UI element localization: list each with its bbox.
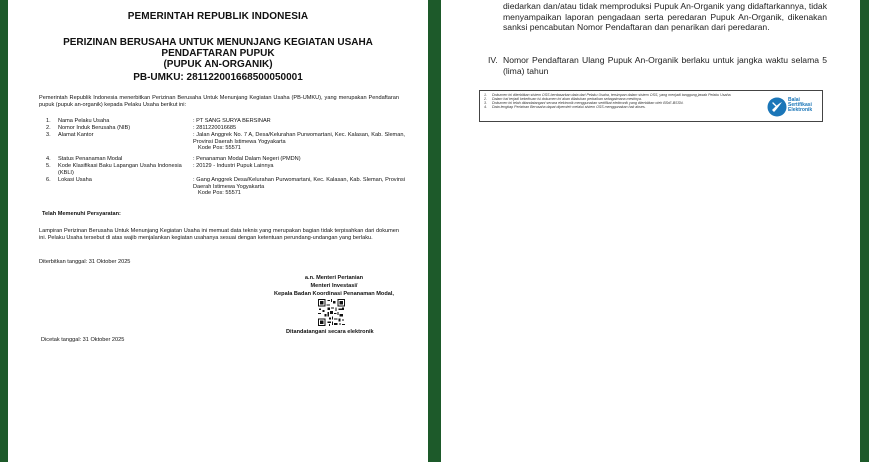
footnote-text: Dokumen ini telah ditandatangani secara elektronik menggunakan sertifikat elektronik yang diterbitkan oleh BSrE-BSSN.: [492, 101, 684, 106]
item-number: 5.: [46, 163, 51, 169]
footnote-text: Dalam hal terjadi kekeliruan isi dokumen ini akan dilakukan perbaikan sebagaimana mestinya.: [492, 97, 642, 102]
item-value: : 2811220016685: [193, 125, 237, 131]
signatory-line-3: Kepala Badan Koordinasi Penanaman Modal,: [274, 291, 394, 297]
item-number: IV.: [488, 55, 498, 65]
validity-paragraph: Nomor Pendaftaran Ulang Pupuk An-Organik berlaku untuk jangka waktu selama 5 (lima) tahun: [503, 55, 827, 76]
list-item: [46, 156, 406, 163]
government-title: PEMERINTAH REPUBLIK INDONESIA: [127, 11, 309, 22]
business-location: : Gang Anggrek Desa/Kelurahan Purwomartani, Kec. Kalasan, Kab. Sleman, Provinsi Daerah Istimewa Yogyakarta: [193, 177, 405, 190]
item-number: 1.: [46, 118, 51, 124]
list-item: [46, 132, 406, 156]
requirements-title: Telah Memenuhi Persyaratan:: [42, 211, 121, 217]
business-details-list: [46, 118, 406, 201]
footer-disclaimer-box: [479, 90, 823, 122]
item-label: Lokasi Usaha: [58, 177, 92, 183]
item-value: [193, 177, 405, 197]
footnote-text: Dokumen ini diterbitkan sistem OSS berdasarkan data dari Pelaku Usaha, tersimpan dalam sistem OSS, yang menjadi tanggung jawab Pelaku Usaha.: [492, 93, 732, 97]
office-postal-code: Kode Pos: 55571: [198, 145, 241, 152]
footnote-number: 2.: [484, 97, 487, 102]
footnote-number: 1.: [484, 93, 487, 97]
document-title: [8, 37, 428, 70]
item-number: 2.: [46, 125, 51, 131]
item-label: Alamat Kantor: [58, 132, 94, 138]
item-value: : Penanaman Modal Dalam Negeri (PMDN): [193, 156, 301, 162]
footnote-number: 4.: [484, 105, 487, 110]
footnote-list: [484, 93, 759, 109]
list-item: [46, 177, 406, 201]
item-value: [193, 132, 405, 152]
bsre-label: [788, 98, 822, 114]
document-title-line-3: (PUPUK AN-ORGANIK): [163, 59, 273, 70]
bsre-logo-icon: [767, 97, 787, 117]
lampiran-paragraph: Lampiran Perizinan Berusaha Untuk Menunjang Kegiatan Usaha ini memuat data teknis yang merupakan bagian tidak terpisahkan dari dokumen ini. Pelaku Usaha tersebut di atas wajib menjalankan kegiatan usahanya sesuai dengan ketentuan perundang-undangan yang berlaku.: [39, 228, 399, 241]
printed-date: Dicetak tanggal: 31 Oktober 2025: [41, 337, 125, 343]
office-address: : Jalan Anggrek No. 7 A, Desa/Kelurahan Purwomartani, Kec. Kalasan, Kab. Sleman, Provinsi Daerah Istimewa Yogyakarta: [193, 132, 405, 145]
item-value: : 20129 - Industri Pupuk Lainnya: [193, 163, 274, 169]
item-label: Nama Pelaku Usaha: [58, 118, 110, 124]
item-number: 6.: [46, 177, 51, 183]
pb-umku-number: PB-UMKU: 281122001668500050001: [133, 72, 303, 83]
item-label: Status Penanaman Modal: [58, 156, 123, 162]
footnote-number: 3.: [484, 101, 487, 106]
footnote-text: Data lengkap Perizinan Berusaha dapat diperoleh melalui sistem OSS menggunakan hak akses.: [492, 105, 646, 110]
signatory-line-1: a.n. Menteri Pertanian: [304, 275, 364, 281]
list-item: [46, 118, 406, 125]
signed-electronically-label: Ditandatangani secara elektronik: [286, 329, 374, 335]
document-title-line-1: PERIZINAN BERUSAHA UNTUK MENUNJANG KEGIATAN USAHA: [63, 37, 373, 48]
document-page-left: [8, 0, 428, 462]
list-item: [46, 125, 406, 132]
document-title-line-2: PENDAFTARAN PUPUK: [161, 48, 275, 59]
bsre-line-3: Elektronik: [788, 107, 813, 114]
footnote-item: [484, 105, 759, 109]
item-label: Kode Klasifikasi Baku Lapangan Usaha Indonesia (KBLI): [58, 163, 182, 176]
continuation-paragraph: diedarkan dan/atau tidak memproduksi Pupuk An-Organik yang didaftarkannya, tidak menyampaikan laporan pengadaan serta peredaran Pupuk An-Organik, dikenakan sanksi pencabutan Nomor Pendaftaran dan penarikan dari peredaran.: [503, 1, 827, 33]
location-postal-code: Kode Pos: 55571: [198, 190, 241, 197]
list-item: [46, 163, 406, 177]
item-label: Nomor Induk Berusaha (NIB): [58, 125, 131, 131]
item-number: 4.: [46, 156, 51, 162]
item-value: : PT SANG SURYA BERSINAR: [193, 118, 271, 124]
qr-code-icon: [318, 299, 345, 326]
document-page-right: [441, 0, 860, 462]
item-number: 3.: [46, 132, 51, 138]
intro-paragraph: Pemerintah Republik Indonesia menerbitkan Perizinan Berusaha Untuk Menunjang Kegiatan Usaha (PB-UMKU), yang merupakan Pendaftaran pupuk (pupuk an-organik) kepada Pelaku Usaha berikut ini:: [39, 95, 399, 108]
issued-date: Diterbitkan tanggal: 31 Oktober 2025: [39, 259, 131, 265]
bsre-line-1: Balai: [788, 97, 800, 103]
bsre-line-2: Sertifikasi: [788, 102, 812, 109]
signatory-line-2: Menteri Investasi/: [310, 283, 358, 289]
